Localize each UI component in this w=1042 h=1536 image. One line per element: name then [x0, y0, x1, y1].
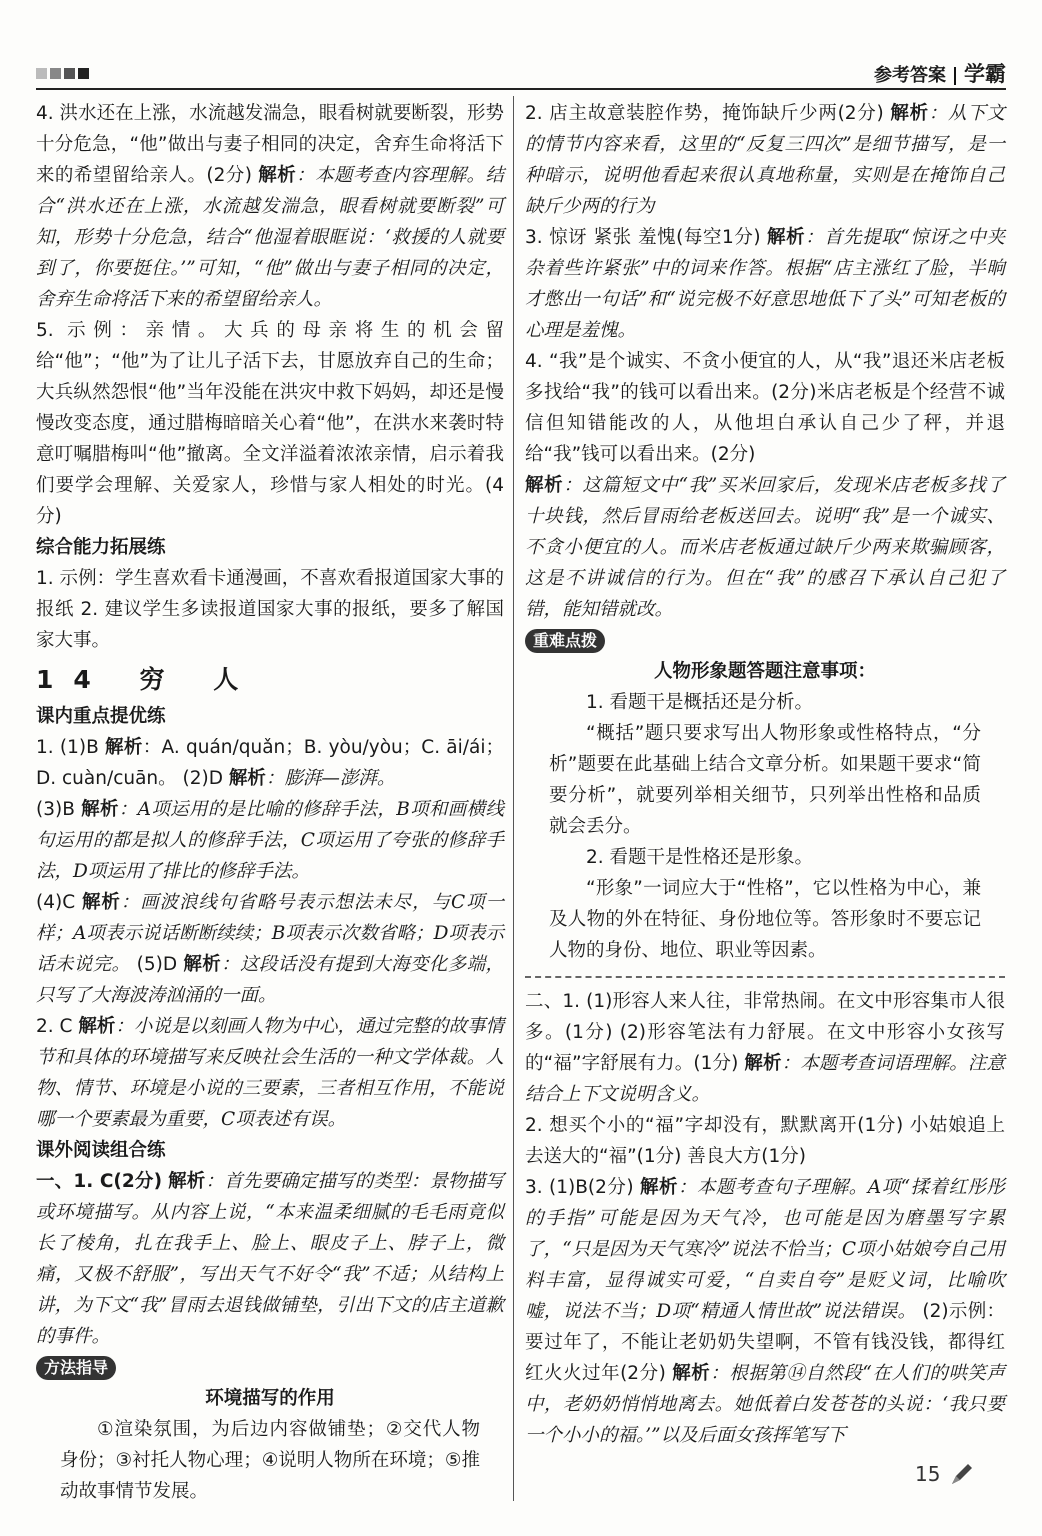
square-icon: [50, 68, 61, 79]
method-badge: 方法指导: [36, 1356, 116, 1380]
answer-paragraph: 2. C 解析：小说是以刻画人物为中心，通过完整的故事情节和具体的环境描写来反映社会生活的一种文学体裁。人物、情节、环境是小说的三要素，三者相互作用，不能说哪一个要素最为重要，C项表述有误。: [36, 1016, 504, 1130]
section-heading: 综合能力拓展练: [36, 537, 166, 558]
answer-paragraph: 二、1. (1)形容人来人往，非常热闹。在文中形容集市人很多。(1分) (2)形容笔法有力舒展。在文中形容小女孩写的“福”字舒展有力。(1分) 解析：本题考查词语理解。注意结合上下文说明含义。: [525, 991, 1005, 1105]
header-divider: [954, 67, 956, 85]
tip-text: “概括”题只要求写出人物形象或性格特点，“分析”题要在此基础上结合文章分析。如果题干要求“简要分析”，就要列举相关细节，只列举出性格和品质就会丢分。: [549, 723, 981, 837]
answer-paragraph: 一、1. C(2分) 解析：首先要确定描写的类型：景物描写或环境描写。从内容上说，“本来温柔细腻的毛毛雨竟似长了棱角，扎在我手上、脸上、眼皮子上、脖子上，微痛，又极不舒服”，写出天气不好令“我”不适；从结构上讲，为下文“我”冒雨去退钱做铺垫，引出下文的店主道歉的事件。: [36, 1171, 504, 1347]
header-right: [874, 58, 1006, 88]
square-icon: [36, 68, 47, 79]
answer-paragraph: 2. 店主故意装腔作势，掩饰缺斤少两(2分) 解析：从下文的情节内容来看，这里的“反复三四次”是细节描写，是一种暗示，说明他看起来很认真地称量，实则是在掩饰自己缺斤少两的行为: [525, 103, 1005, 217]
header-rule: [36, 88, 1006, 90]
lesson-title: 14 穷 人: [36, 665, 259, 694]
square-icon: [78, 68, 89, 79]
answer-paragraph: 5. 示例：亲情。大兵的母亲将生的机会留给“他”；“他”为了让儿子活下去，甘愿放弃自己的生命；大兵纵然怨恨“他”当年没能在洪灾中救下妈妈，却还是慢慢改变态度，通过腊梅暗暗关心着“他”，在洪水来袭时特意叮嘱腊梅叫“他”撤离。全文洋溢着浓浓亲情，启示着我们要学会理解、关爱家人，珍惜与家人相处的时光。(4分): [36, 320, 504, 527]
box-title: 环境描写的作用: [205, 1388, 335, 1409]
dashed-divider: [525, 976, 1005, 978]
page-header: [36, 58, 1006, 88]
square-icon: [64, 68, 75, 79]
answer-paragraph: 解析：这篇短文中“我”买米回家后，发现米店老板多找了十块钱，然后冒雨给老板送回去。说明“我”是一个诚实、不贪小便宜的人。而米店老板通过缺斤少两来欺骗顾客，这是不讲诚信的行为。但在“我”的感召下承认自己犯了错，能知错就改。: [525, 475, 1005, 620]
tip-box: [60, 1414, 480, 1507]
answer-paragraph: 3. 惊讶 紧张 羞愧(每空1分) 解析：首先提取“惊讶之中夹杂着些许紧张”中的词来作答。根据“店主涨红了脸，半晌才憋出一句话”和“说完极不好意思地低下了头”可知老板的心理是羞愧。: [525, 227, 1006, 341]
tip-text: 1. 看题干是概括还是分析。: [586, 692, 814, 713]
key-point-badge: 重难点拨: [525, 629, 605, 653]
tip-box: [549, 687, 981, 966]
answer-paragraph: 1. 示例：学生喜欢看卡通漫画，不喜欢看报道国家大事的报纸 2. 建议学生多读报道国家大事的报纸，要多了解国家大事。: [36, 568, 504, 651]
tip-text: “形象”一词应大于“性格”，它以性格为中心，兼及人物的外在特征、身份地位等。答形象时不要忘记人物的身份、地位、职业等因素。: [549, 878, 981, 961]
right-column: [525, 98, 1005, 1451]
header-decoration: [36, 64, 92, 83]
section-heading: 课外阅读组合练: [36, 1140, 166, 1161]
answer-paragraph: (4)C 解析：画波浪线句省略号表示想法未尽，与C项一样；A项表示说话断断续续；B项表示次数省略；D项表示话未说完。 (5)D 解析：这段话没有提到大海变化多端，只写了大海波涛汹涌的一面。: [36, 892, 504, 1006]
left-column: [36, 98, 504, 1507]
answer-paragraph: 3. (1)B(2分) 解析：本题考查句子理解。A项“揉着红彤彤的手指”可能是因为天气冷，也可能是因为磨墨写字累了，“只是因为天气寒冷”说法不恰当；C项小姑娘夸自己用料丰富，显得诚实可爱，“自卖自夸”是贬义词，比喻吹嘘，说法不当；D项“精通人情世故”说法错误。 (2)示例：要过年了，不能让老奶奶失望啊，不管有钱没钱，都得红红火火过年(2分) 解析：根据第⑭自然段“在人们的哄笑声中，老奶奶悄悄地离去。她低着白发苍苍的头说：‘我只要一个小小的福。’”以及后面女孩挥笔写下: [525, 1177, 1005, 1446]
column-divider: [513, 96, 514, 1501]
section-heading: 课内重点提优练: [36, 706, 166, 727]
pen-icon: [948, 1460, 976, 1488]
tip-text: ①渲染氛围，为后边内容做铺垫；②交代人物身份；③衬托人物心理；④说明人物所在环境；⑤推动故事情节发展。: [60, 1419, 480, 1502]
header-label: 参考答案: [874, 65, 946, 86]
answer-paragraph: (3)B 解析：A项运用的是比喻的修辞手法，B项和画横线句运用的都是拟人的修辞手法，C项运用了夸张的修辞手法，D项运用了排比的修辞手法。: [36, 799, 504, 882]
tip-text: 2. 看题干是性格还是形象。: [586, 847, 814, 868]
answer-paragraph: 4. “我”是个诚实、不贪小便宜的人，从“我”退还米店老板多找给“我”的钱可以看出来。(2分)米店老板是个经营不诚信但知错能改的人，从他坦白承认自己少了秤，并退给“我”钱可以看出来。(2分): [525, 351, 1005, 465]
answer-paragraph: 2. 想买个小的“福”字却没有，默默离开(1分) 小姑娘追上去送大的“福”(1分) 善良大方(1分): [525, 1115, 1005, 1167]
box-title: 人物形象题答题注意事项：: [653, 661, 876, 682]
brand-logo: 学霸: [964, 62, 1006, 86]
answer-paragraph: 4. 洪水还在上涨，水流越发湍急，眼看树就要断裂，形势十分危急，“他”做出与妻子相同的决定，舍弃生命将活下来的希望留给亲人。(2分) 解析：本题考查内容理解。结合“洪水还在上涨，水流越发湍急，眼看树就要断裂”可知，形势十分危急，结合“他湿着眼眶说：‘救援的人就要到了，你要挺住。’”可知，“他”做出与妻子相同的决定，舍弃生命将活下来的希望留给亲人。: [36, 103, 504, 310]
page-number: 15: [915, 1462, 941, 1486]
answer-paragraph: 1. (1)B 解析：A. quán/quǎn；B. yòu/yòu；C. āi/ái；D. cuàn/cuān。 (2)D 解析：膨湃—澎湃。: [36, 737, 504, 789]
